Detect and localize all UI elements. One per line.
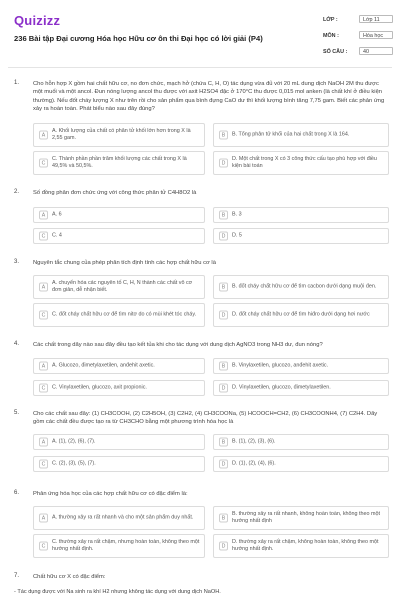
option-b[interactable]: B B. thường xảy ra rất nhanh, không hoàn toàn, không theo một hướng nhất định <box>213 506 389 530</box>
question-text: Cho các chất sau đây: (1) CH3COOH, (2) C2H5OH, (3) C2H2, (4) CH3COONa, (5) HCOOCH=CH2, (6) CH3COONH4, (7) C2H4. Dãy gồm các chất đều được tạo ra từ CH3CHO bằng một phương trình hóa học là <box>33 411 378 426</box>
option-d[interactable]: D D. thường xảy ra rất chậm, không hoàn toàn, không theo một hướng nhất định. <box>213 534 389 558</box>
option-a[interactable]: A A. 6 <box>33 207 205 223</box>
option-c[interactable]: C C. 4 <box>33 228 205 244</box>
question-text: Chất hữu cơ X có đặc điểm: <box>33 574 106 580</box>
option-a[interactable]: A A. Khối lượng của chất có phân tử khối lớn hơn trong X là 2,55 gam. <box>33 123 205 147</box>
page-title: 236 Bài tập Đại cương Hóa học Hữu cơ ôn thi Đại học có lời giải (P4) <box>14 34 263 43</box>
option-d[interactable]: D D. (1), (2), (4), (6). <box>213 456 389 472</box>
option-c[interactable]: C C. đốt cháy chất hữu cơ để tìm nitơ do có mùi khét tóc cháy. <box>33 303 205 327</box>
question-text: Phản ứng hóa học của các hợp chất hữu cơ có đặc điểm là: <box>33 491 188 497</box>
option-b[interactable]: B B. Tổng phân tử khối của hai chất trong X là 164. <box>213 123 389 147</box>
option-d[interactable]: D D. đốt cháy chất hữu cơ để tìm hiđro dưới dạng hơi nước <box>213 303 389 327</box>
option-c[interactable]: C C. thường xảy ra rất chậm, nhưng hoàn toàn, không theo một hướng nhất định. <box>33 534 205 558</box>
option-d[interactable]: D D. Một chất trong X có 3 công thức cấu tạo phù hợp với điều kiện bài toán <box>213 151 389 175</box>
worksheet-page: Quizizz 236 Bài tập Đại cương Hóa học Hữu cơ ôn thi Đại học có lời giải (P4) LỚP : Lớp 11 MÔN : Hóa học SỐ CÂU : 40 1. Cho hỗn hợp X gồm hai chất hữu cơ, no đơn chức, mạch hở (chứa C, H, O) tác dụng vừa đủ với 20 mL dung dịch NaOH 2M thu được một muối và một ancol. Đun nóng lượng ancol thu được với axit H2SO4 đặc ở 170°C thu được 0,015 mol anken (là chất khí ở điều kiện thường). Nếu đốt cháy lượng X như trên rồi cho sản phẩm qua bình đựng CaO dư thì khối lượng bình tăng 7,75 gam. Biết các phản ứng xảy ra hoàn toàn. Phát biểu nào sau đây đúng? A A. Khối lượng của chất có phân tử khối lớn hơn trong X là 2,55 gam. B B. Tổng phân tử khối của hai chất trong X là 164. C C. Thành phần phần trăm khối lượng các chất trong X là 49,5% và 50,5%. D D. Một chất trong X có 3 công thức cấu tạo phù hợp với điều kiện bài toán 2. Số đồng phân đơn chức ứng với công thức phân tử C4H8O2 là A A. 6 B B. 3 C C. 4 D D. 5 3. Nguyên tắc chung của phép phân tích định tính các hợp chất hữu cơ là A A. chuyển hóa các nguyên tố C, H, N thành các chất vô cơ đơn giản, dễ nhận biết. B B. đốt cháy chất hữu cơ để tìm cacbon dưới dạng muội đen. C C. đốt cháy chất hữu cơ để tìm nitơ do có mùi khét tóc cháy. D D. đốt cháy chất hữu cơ để tìm hiđro dưới dạng hơi nước 4. Các chất trong dãy nào sau đây đều tạo kết tủa khi cho tác dụng với dung dịch AgNO3 trong NH3 dư, đun nóng? A A. Glucozo, đimetylaxetilen, anđehit axetic. B B. Vinylaxetilen, glucozo, anđehit axetic. C C. Vinylaxetilen, glucozo, axit propionic. D D. Vinylaxetilen, glucozo, đimetylaxetilen. 5. Cho các chất sau đây: (1) CH3COOH, (2) C2H5OH, (3) C2H2, (4) CH3COONa, (5) HCOOCH=CH2, (6) CH3COONH4, (7) C2H4. Dãy gồm các chất đều được tạo ra từ CH3CHO bằng một phương trình hóa học là A A. (1), (2), (6), (7). B B. (1), (2), (3), (6). C C. (2), (3), (5), (7). D D. (1), (2), (4), (6). 6. Phản ứng hóa học của các hợp chất hữu cơ có đặc điểm là: A A. thường xảy ra rất nhanh và cho một sản phẩm duy nhất. B B. thường xảy ra rất nhanh, không hoàn toàn, không theo một hướng nhất định C C. thường xảy ra rất chậm, nhưng hoàn toàn, không theo một hướng nhất định. D D. thường xảy ra rất chậm, không hoàn toàn, không theo một hướng nhất định. 7. Chất hữu cơ X có đặc điểm: - Tác dụng được với Na sinh ra khí H2 nhưng không tác dụng với dung dịch NaOH. <box>0 0 400 600</box>
option-d[interactable]: D D. Vinylaxetilen, glucozo, đimetylaxetilen. <box>213 380 389 396</box>
option-a[interactable]: A A. (1), (2), (6), (7). <box>33 434 205 450</box>
subject-field: Hóa học <box>359 31 393 39</box>
option-d[interactable]: D D. 5 <box>213 228 389 244</box>
question-7-condition: - Tác dụng được với Na sinh ra khí H2 nhưng không tác dụng với dung dịch NaOH. <box>14 589 221 595</box>
option-a[interactable]: A A. Glucozo, đimetylaxetilen, anđehit axetic. <box>33 358 205 374</box>
question-text: Cho hỗn hợp X gồm hai chất hữu cơ, no đơn chức, mạch hở (chứa C, H, O) tác dụng vừa đủ với 20 mL dung dịch NaOH 2M thu được một muối và một ancol. Đun nóng lượng ancol thu được với axit H2SO4 đặc ở 170°C thu được 0,015 mol anken (là chất khí ở điều kiện thường). Nếu đốt cháy lượng X như trên rồi cho sản phẩm qua bình đựng CaO dư thì khối lượng bình tăng 7,75 gam. Biết các phản ứng xảy ra hoàn toàn. Phát biểu nào sau đây đúng? <box>33 81 385 113</box>
option-a[interactable]: A A. chuyển hóa các nguyên tố C, H, N thành các chất vô cơ đơn giản, dễ nhận biết. <box>33 275 205 299</box>
count-field: 40 <box>359 47 393 55</box>
grade-field: Lớp 11 <box>359 15 393 23</box>
option-a[interactable]: A A. thường xảy ra rất nhanh và cho một sản phẩm duy nhất. <box>33 506 205 530</box>
option-c[interactable]: C C. Thành phần phần trăm khối lượng các chất trong X là 49,5% và 50,5%. <box>33 151 205 175</box>
option-b[interactable]: B B. 3 <box>213 207 389 223</box>
header-divider <box>8 67 392 68</box>
question-text: Số đồng phân đơn chức ứng với công thức phân tử C4H8O2 là <box>33 190 197 196</box>
option-b[interactable]: B B. (1), (2), (3), (6). <box>213 434 389 450</box>
question-text: Nguyên tắc chung của phép phân tích định tính các hợp chất hữu cơ là <box>33 260 216 266</box>
option-c[interactable]: C C. Vinylaxetilen, glucozo, axit propionic. <box>33 380 205 396</box>
quizizz-logo[interactable]: Quizizz <box>14 13 61 28</box>
option-b[interactable]: B B. đốt cháy chất hữu cơ để tìm cacbon dưới dạng muội đen. <box>213 275 389 299</box>
option-c[interactable]: C C. (2), (3), (5), (7). <box>33 456 205 472</box>
option-b[interactable]: B B. Vinylaxetilen, glucozo, anđehit axetic. <box>213 358 389 374</box>
question-text: Các chất trong dãy nào sau đây đều tạo kết tủa khi cho tác dụng với dung dịch AgNO3 trong NH3 dư, đun nóng? <box>33 342 323 348</box>
